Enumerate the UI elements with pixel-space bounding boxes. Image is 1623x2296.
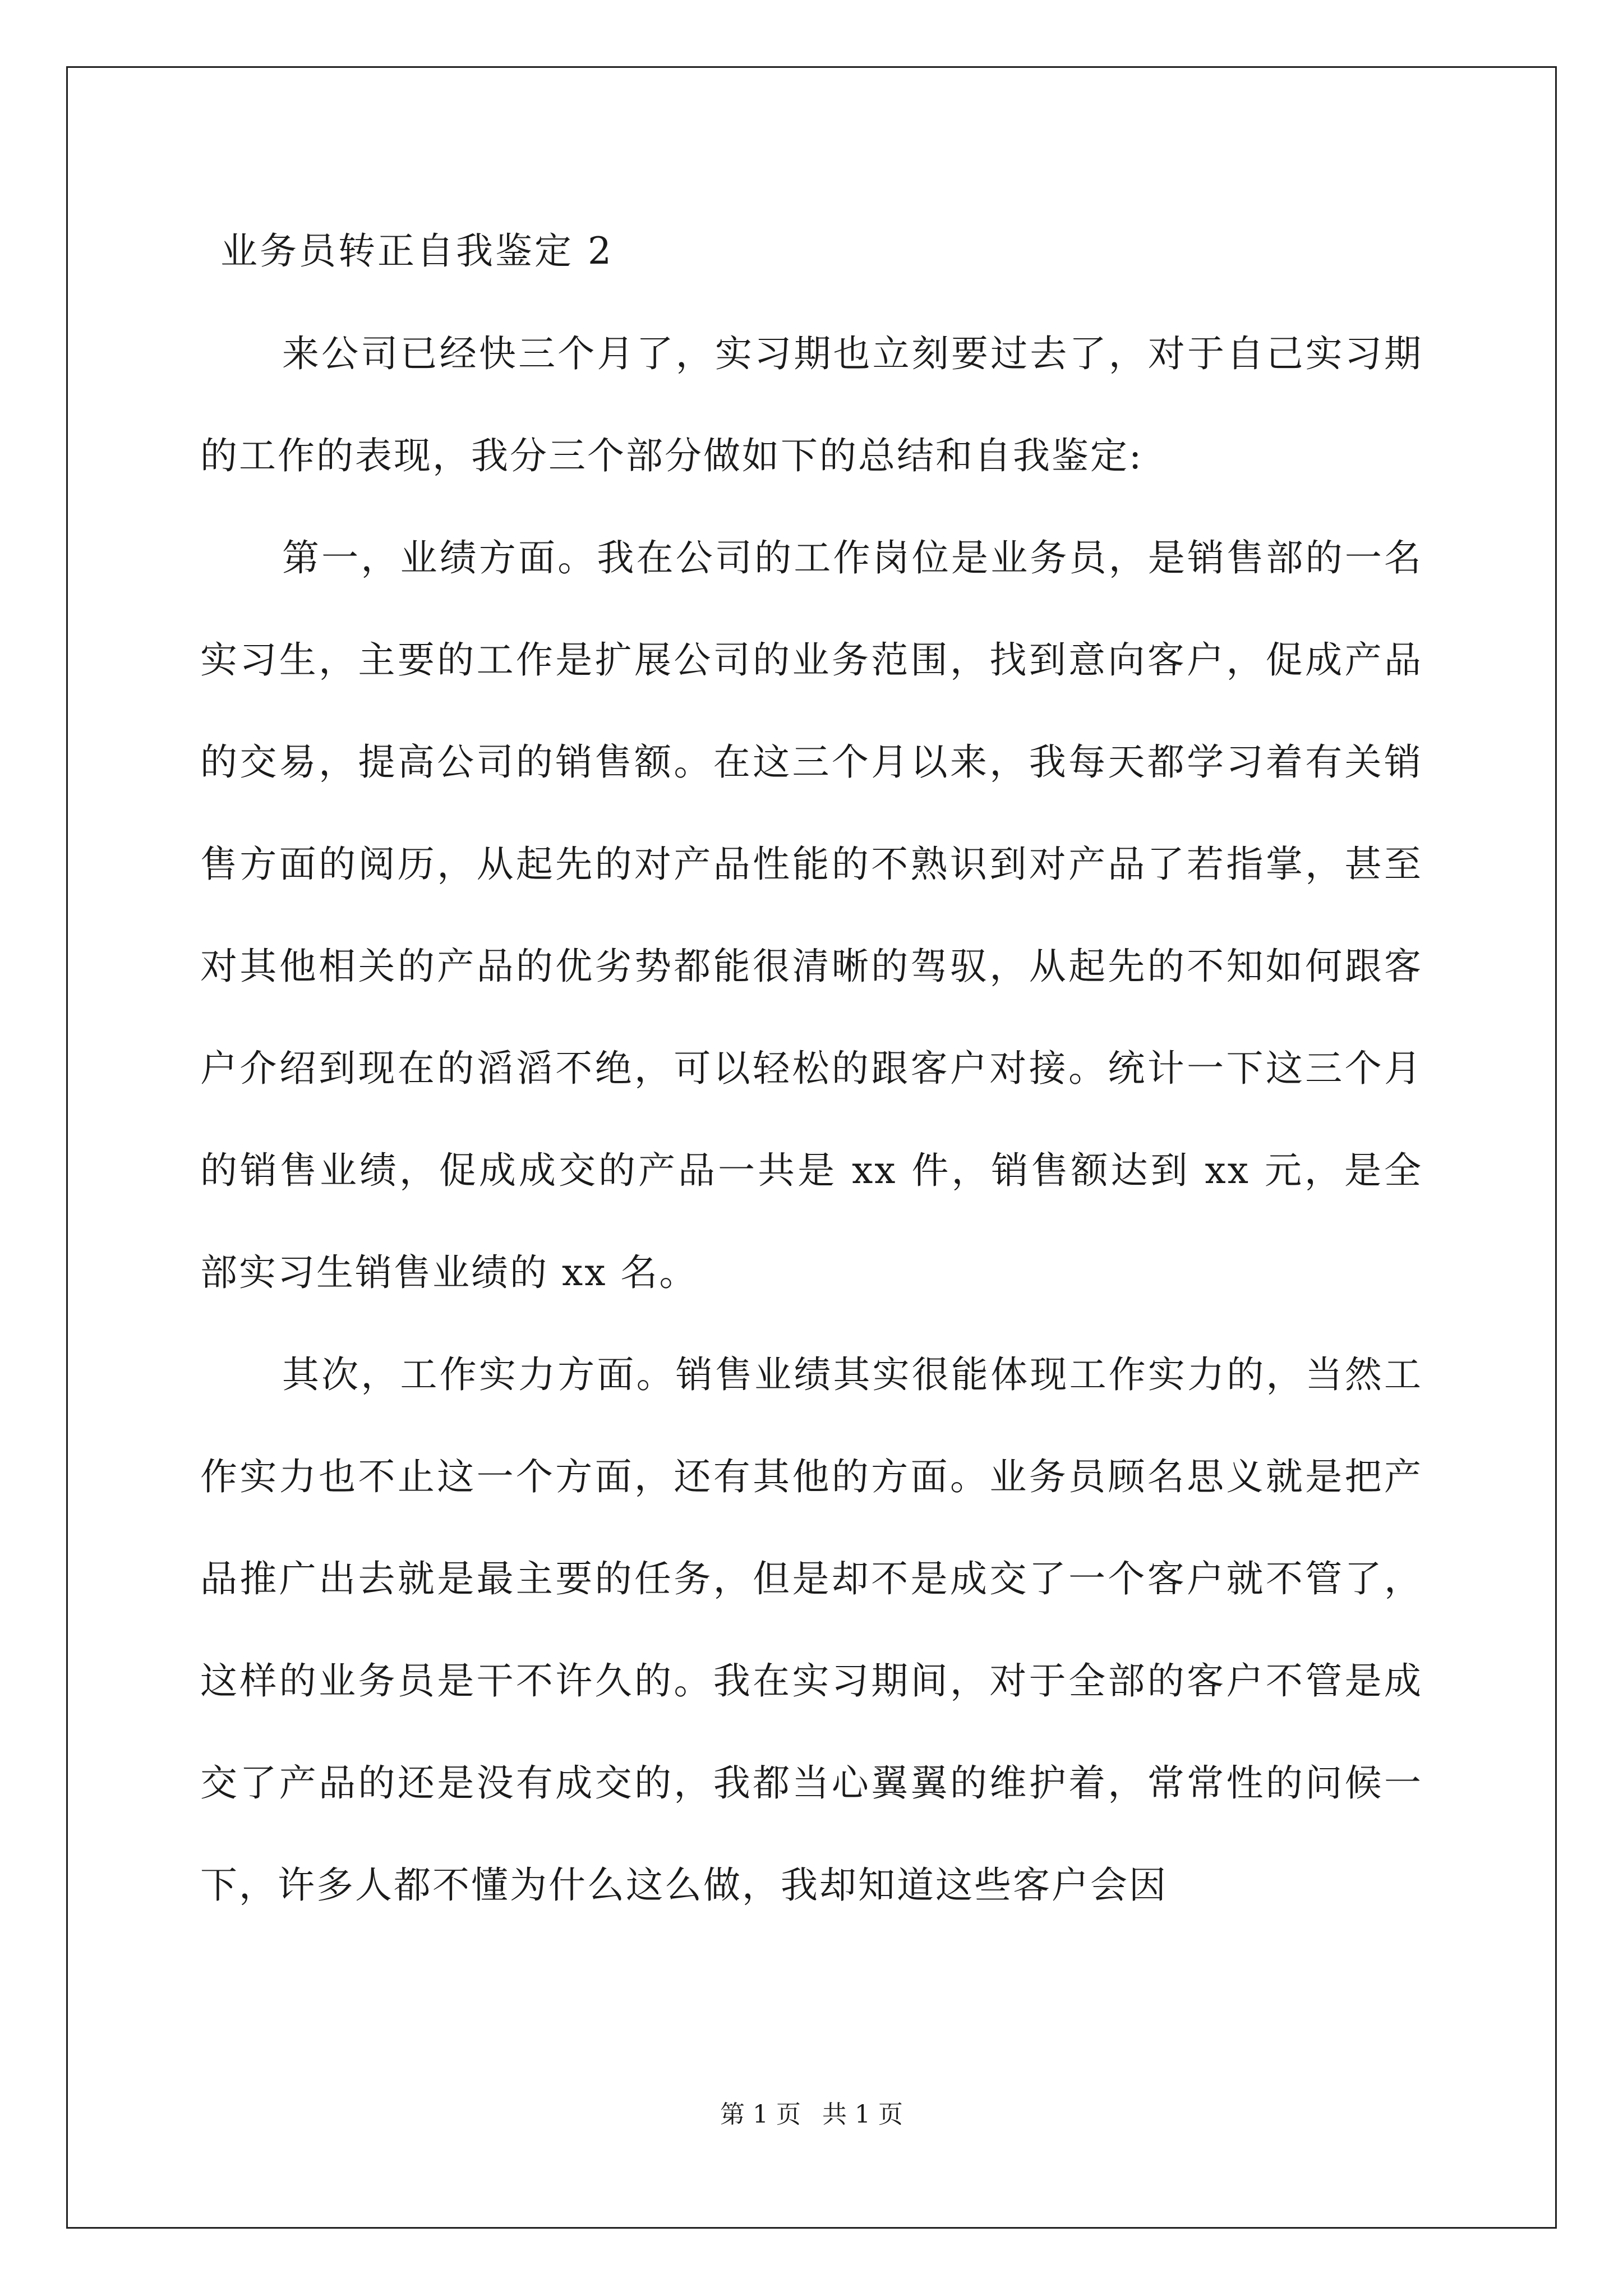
page-number-total: 共 1 页 [822, 2100, 903, 2129]
paragraph-intro: 来公司已经快三个月了，实习期也立刻要过去了，对于自己实习期的工作的表现，我分三个部分做如下的总结和自我鉴定: [200, 332, 1423, 477]
document-body [200, 219, 1423, 1936]
document-title: 业务员转正自我鉴定 2 [220, 229, 614, 273]
page-footer [0, 2098, 1623, 2132]
paragraph-ability: 其次，工作实力方面。销售业绩其实很能体现工作实力的，当然工作实力也不止这一个方面，还有其他的方面。业务员顾名思义就是把产品推广出去就是最主要的任务，但是却不是成交了一个客户就不管了，这样的业务员是干不许久的。我在实习期间，对于全部的客户不管是成交了产品的还是没有成交的，我都当心翼翼的维护着，常常性的问候一下，许多人都不懂为什么这么做，我却知道这些客户会因 [200, 1353, 1423, 1907]
page-number-current: 第 1 页 [720, 2100, 801, 2129]
paragraph-performance: 第一，业绩方面。我在公司的工作岗位是业务员，是销售部的一名实习生，主要的工作是扩展公司的业务范围，找到意向客户，促成产品的交易，提高公司的销售额。在这三个月以来，我每天都学习着有关销售方面的阅历，从起先的对产品性能的不熟识到对产品了若指掌，甚至对其他相关的产品的优劣势都能很清晰的驾驭，从起先的不知如何跟客户介绍到现在的滔滔不绝，可以轻松的跟客户对接。统计一下这三个月的销售业绩，促成成交的产品一共是 xx 件，销售额达到 xx 元，是全部实习生销售业绩的 xx 名。 [200, 536, 1423, 1294]
